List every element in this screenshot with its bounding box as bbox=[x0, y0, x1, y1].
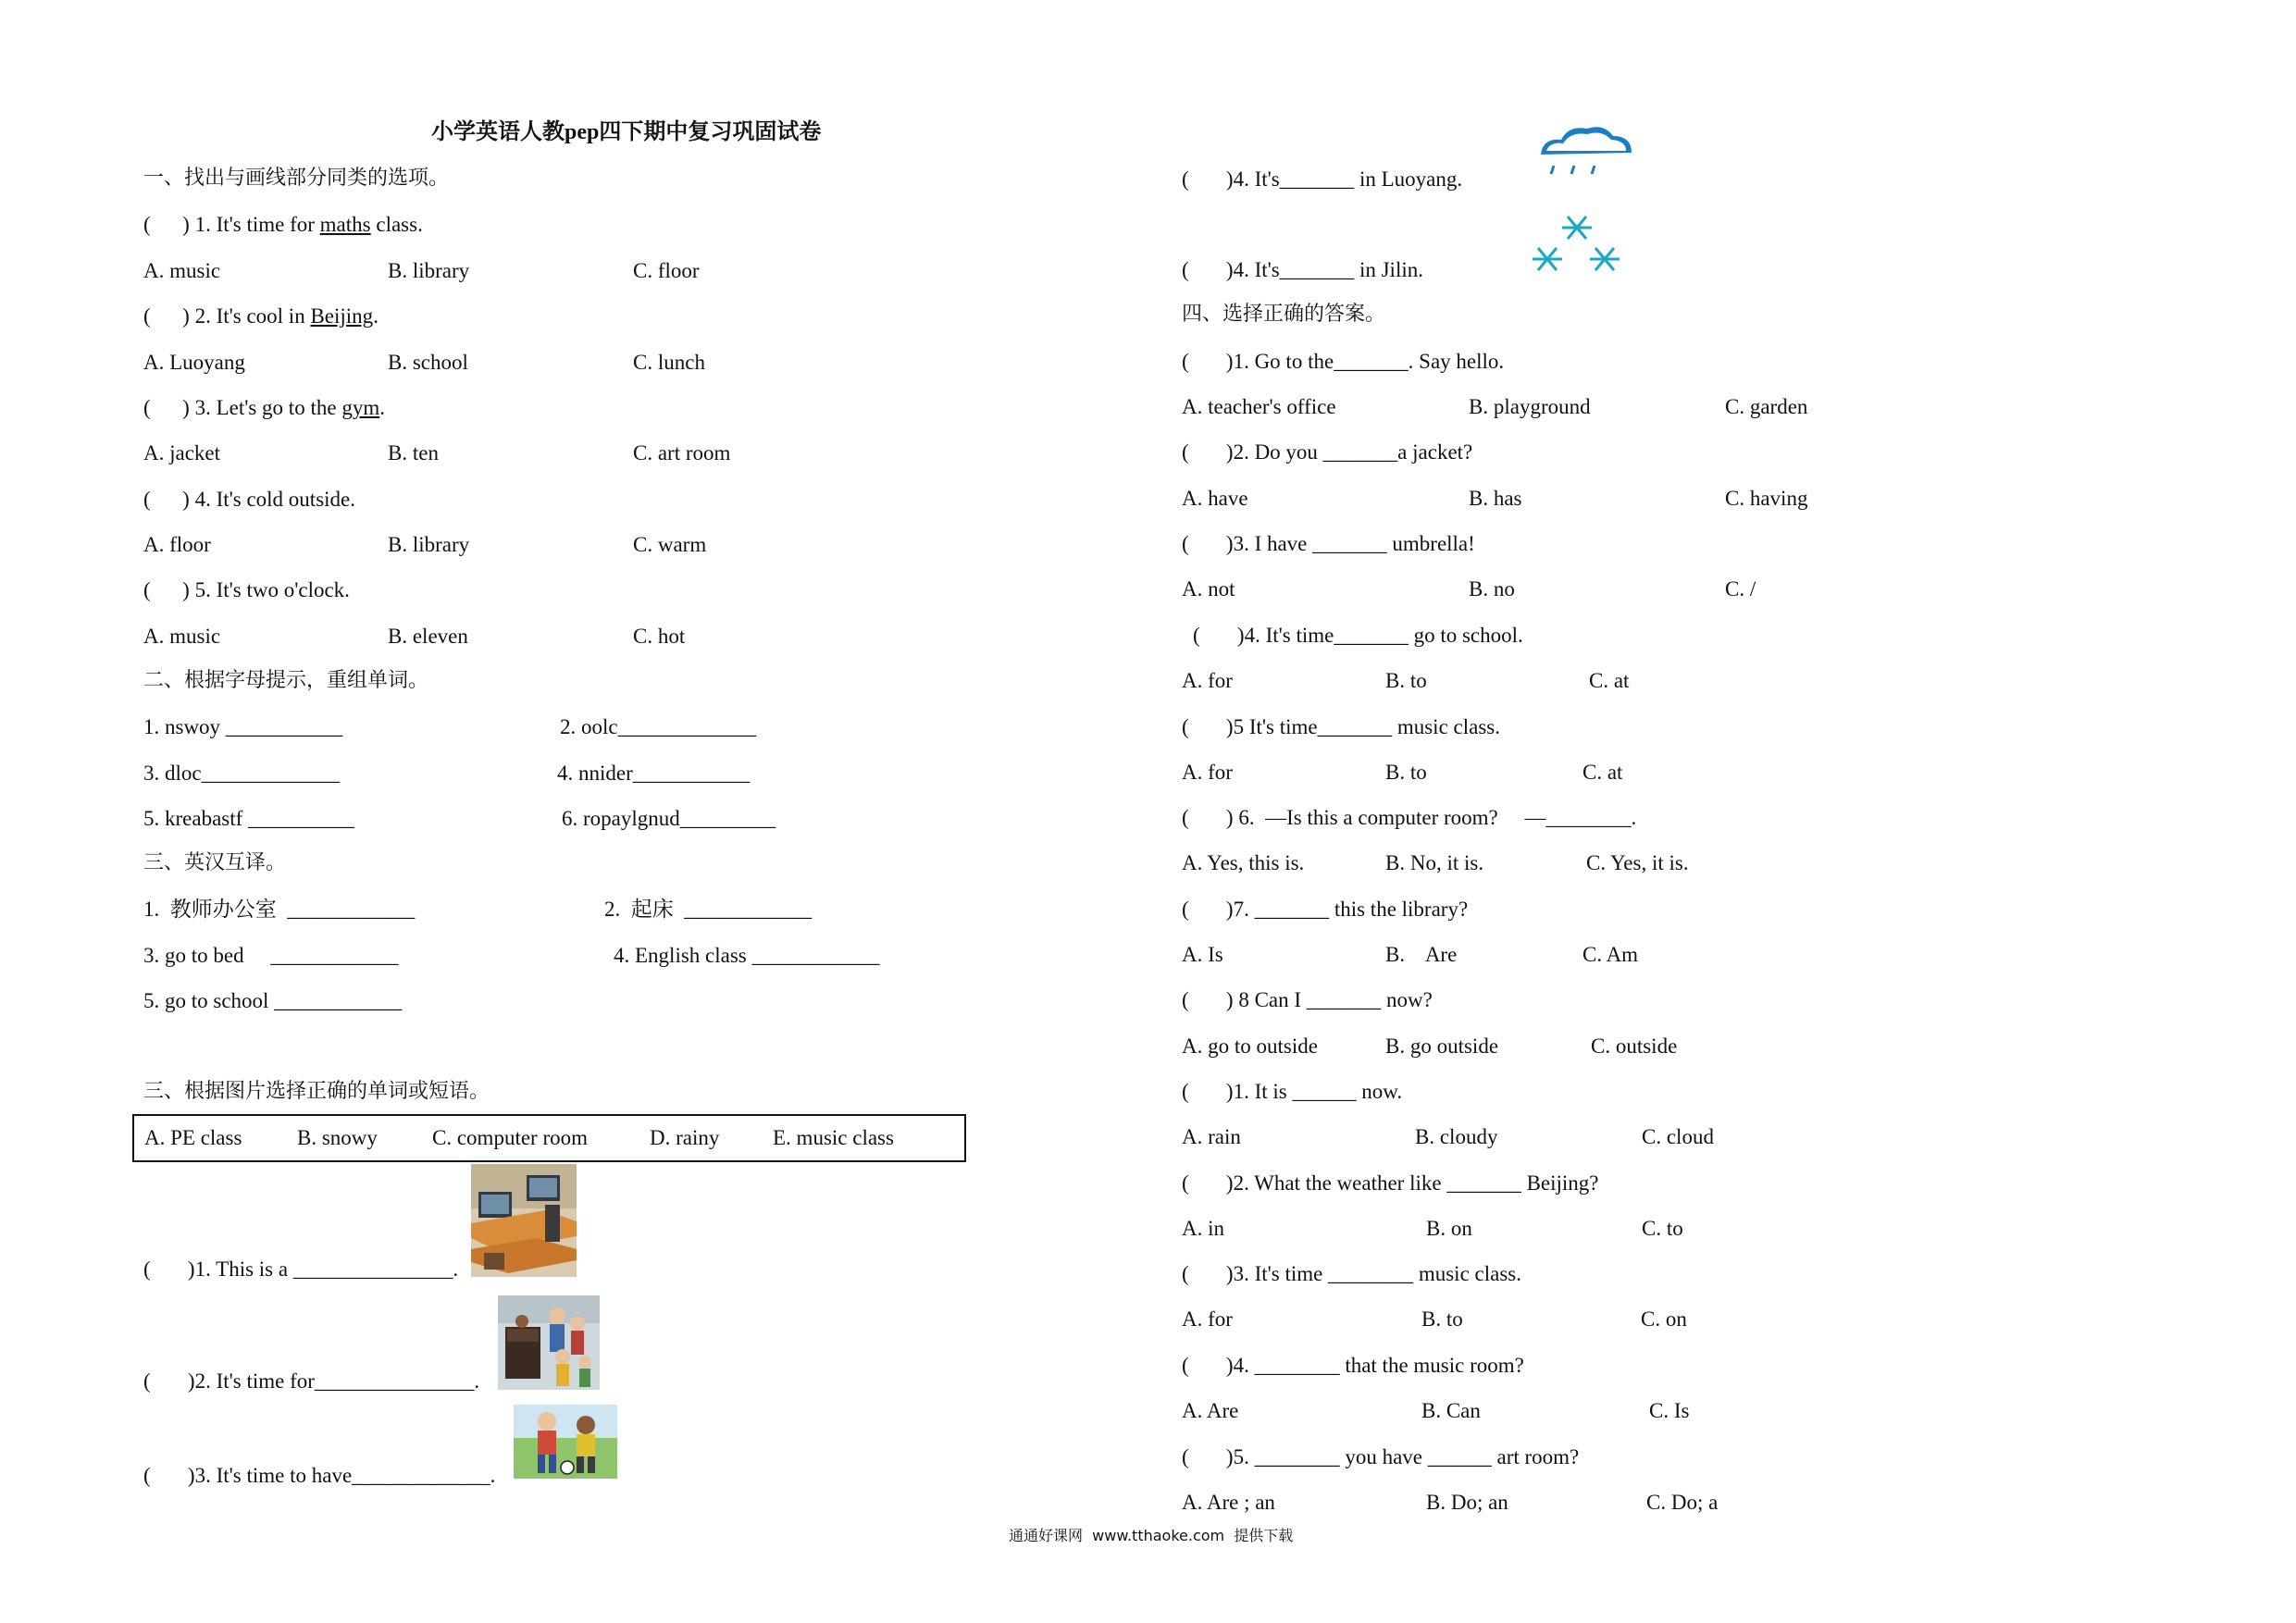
question-1: ( ) 1. It's time for maths class. bbox=[143, 213, 423, 236]
word-bank-option: D. rainy bbox=[650, 1126, 720, 1149]
option-c: C. art room bbox=[633, 441, 731, 465]
option-b: B. Can bbox=[1421, 1399, 1481, 1422]
question-2: ( ) 2. It's cool in Beijing. bbox=[143, 304, 379, 328]
mc-question-4: ( )4. It's time_______ go to school. bbox=[1193, 624, 1523, 647]
option-a: A. Is bbox=[1182, 943, 1223, 966]
option-a: A. go to outside bbox=[1182, 1035, 1318, 1058]
option-b: B. to bbox=[1385, 669, 1427, 692]
computer-room-picture bbox=[471, 1164, 577, 1277]
option-a: A. jacket bbox=[143, 441, 221, 465]
option-c: C. Am bbox=[1582, 943, 1639, 966]
option-c: C. at bbox=[1589, 669, 1630, 692]
mc-question-r5: ( )5. ________ you have ______ art room? bbox=[1182, 1445, 1580, 1468]
option-a: A. Are bbox=[1182, 1399, 1239, 1422]
mc-question-1: ( )1. Go to the_______. Say hello. bbox=[1182, 350, 1505, 373]
underlined-word: maths bbox=[319, 213, 371, 236]
option-a: A. music bbox=[143, 625, 221, 648]
option-a: A. for bbox=[1182, 669, 1233, 692]
word-bank-option: B. snowy bbox=[297, 1126, 378, 1149]
scramble-word: 4. nnider___________ bbox=[557, 762, 751, 785]
option-b: B. No, it is. bbox=[1385, 851, 1484, 874]
word-bank-option: E. music class bbox=[773, 1126, 894, 1149]
option-a: A. for bbox=[1182, 761, 1233, 784]
option-c: C. garden bbox=[1725, 395, 1808, 418]
page-title: 小学英语人教pep四下期中复习巩固试卷 bbox=[431, 120, 822, 144]
scramble-word: 1. nswoy ___________ bbox=[143, 715, 343, 738]
option-c: C. lunch bbox=[633, 351, 705, 374]
option-c: C. warm bbox=[633, 533, 707, 556]
underlined-word: gym bbox=[341, 396, 380, 419]
translate-item: 4. English class ____________ bbox=[614, 944, 880, 967]
translate-item: 3. go to bed ____________ bbox=[143, 944, 399, 967]
rain-cloud-icon bbox=[1537, 123, 1635, 180]
option-b: B. go outside bbox=[1385, 1035, 1499, 1058]
pe-class-picture bbox=[514, 1405, 617, 1479]
option-b: B. on bbox=[1426, 1217, 1472, 1240]
option-c: C. at bbox=[1582, 761, 1623, 784]
option-c: C. outside bbox=[1591, 1035, 1678, 1058]
option-b: B. to bbox=[1385, 761, 1427, 784]
music-class-picture bbox=[498, 1295, 600, 1390]
scramble-word: 3. dloc_____________ bbox=[143, 762, 341, 785]
mc-question-6: ( ) 6. —Is this a computer room? —________. bbox=[1182, 806, 1637, 829]
question-4: ( ) 4. It's cold outside. bbox=[143, 488, 356, 511]
picture-question-2: ( )2. It's time for_______________. bbox=[143, 1369, 480, 1393]
mc-question-r2: ( )2. What the weather like _______ Beijing? bbox=[1182, 1171, 1599, 1195]
scramble-word: 2. oolc_____________ bbox=[560, 715, 757, 738]
word-bank-option: C. computer room bbox=[432, 1126, 588, 1149]
option-b: B. school bbox=[388, 351, 468, 374]
option-a: A. rain bbox=[1182, 1125, 1241, 1148]
page-footer: 通通好课网 www.tthaoke.com 提供下载 bbox=[1009, 1527, 1294, 1544]
mc-question-r4: ( )4. ________ that the music room? bbox=[1182, 1354, 1524, 1377]
option-c: C. Yes, it is. bbox=[1586, 851, 1689, 874]
section3-heading: 三、英汉互译。 bbox=[143, 851, 287, 874]
section1-heading: 一、找出与画线部分同类的选项。 bbox=[143, 167, 450, 190]
section4-heading: 三、根据图片选择正确的单词或短语。 bbox=[143, 1080, 490, 1103]
option-b: B. cloudy bbox=[1415, 1125, 1498, 1148]
option-a: A. teacher's office bbox=[1182, 395, 1336, 418]
option-b: B. no bbox=[1469, 577, 1515, 601]
underlined-word: Beijing bbox=[310, 304, 374, 328]
option-b: B. eleven bbox=[388, 625, 468, 648]
option-a: A. Are ; an bbox=[1182, 1491, 1275, 1514]
option-b: B. ten bbox=[388, 441, 439, 465]
option-c: C. to bbox=[1642, 1217, 1683, 1240]
section2-heading: 二、根据字母提示，重组单词。 bbox=[143, 669, 429, 692]
translate-item: 1. 教师办公室 ____________ bbox=[143, 898, 416, 921]
option-b: B. Do; an bbox=[1426, 1491, 1508, 1514]
option-a: A. floor bbox=[143, 533, 211, 556]
mc-question-r1: ( )1. It is ______ now. bbox=[1182, 1080, 1403, 1103]
word-bank-option: A. PE class bbox=[144, 1126, 242, 1149]
section5-heading: 四、选择正确的答案。 bbox=[1182, 303, 1386, 326]
option-c: C. cloud bbox=[1642, 1125, 1714, 1148]
picture-question-1: ( )1. This is a _______________. bbox=[143, 1258, 459, 1281]
translate-item: 2. 起床 ____________ bbox=[604, 898, 813, 921]
option-a: A. have bbox=[1182, 487, 1248, 510]
option-b: B. has bbox=[1469, 487, 1522, 510]
option-c: C. floor bbox=[633, 259, 700, 282]
option-a: A. Yes, this is. bbox=[1182, 851, 1305, 874]
question-5: ( ) 5. It's two o'clock. bbox=[143, 578, 350, 601]
mc-question-5: ( )5 It's time_______ music class. bbox=[1182, 715, 1500, 738]
option-b: B. library bbox=[388, 533, 470, 556]
mc-question-r3: ( )3. It's time ________ music class. bbox=[1182, 1262, 1521, 1285]
mc-question-7: ( )7. _______ this the library? bbox=[1182, 898, 1469, 921]
option-c: C. on bbox=[1641, 1307, 1687, 1331]
option-b: B. Are bbox=[1385, 943, 1458, 966]
mc-question-8: ( ) 8 Can I _______ now? bbox=[1182, 988, 1433, 1011]
option-a: A. for bbox=[1182, 1307, 1233, 1331]
snowflake-icon bbox=[1529, 215, 1625, 276]
option-a: A. not bbox=[1182, 577, 1235, 601]
option-b: B. library bbox=[388, 259, 470, 282]
option-a: A. music bbox=[143, 259, 221, 282]
picture-question-3: ( )3. It's time to have_____________. bbox=[143, 1464, 496, 1487]
option-c: C. hot bbox=[633, 625, 686, 648]
question-3: ( ) 3. Let's go to the gym. bbox=[143, 396, 385, 419]
translate-item: 5. go to school ____________ bbox=[143, 989, 403, 1012]
picture-question-5: ( )4. It's_______ in Jilin. bbox=[1182, 258, 1423, 281]
mc-question-2: ( )2. Do you _______a jacket? bbox=[1182, 440, 1473, 464]
option-c: C. / bbox=[1725, 577, 1756, 601]
option-a: A. Luoyang bbox=[143, 351, 245, 374]
picture-question-4: ( )4. It's_______ in Luoyang. bbox=[1182, 167, 1463, 191]
option-c: C. Is bbox=[1649, 1399, 1690, 1422]
mc-question-3: ( )3. I have _______ umbrella! bbox=[1182, 532, 1475, 555]
option-b: B. to bbox=[1421, 1307, 1463, 1331]
option-a: A. in bbox=[1182, 1217, 1224, 1240]
scramble-word: 6. ropaylgnud_________ bbox=[562, 807, 776, 830]
option-b: B. playground bbox=[1469, 395, 1591, 418]
option-c: C. Do; a bbox=[1646, 1491, 1719, 1514]
option-c: C. having bbox=[1725, 487, 1808, 510]
scramble-word: 5. kreabastf __________ bbox=[143, 807, 355, 830]
